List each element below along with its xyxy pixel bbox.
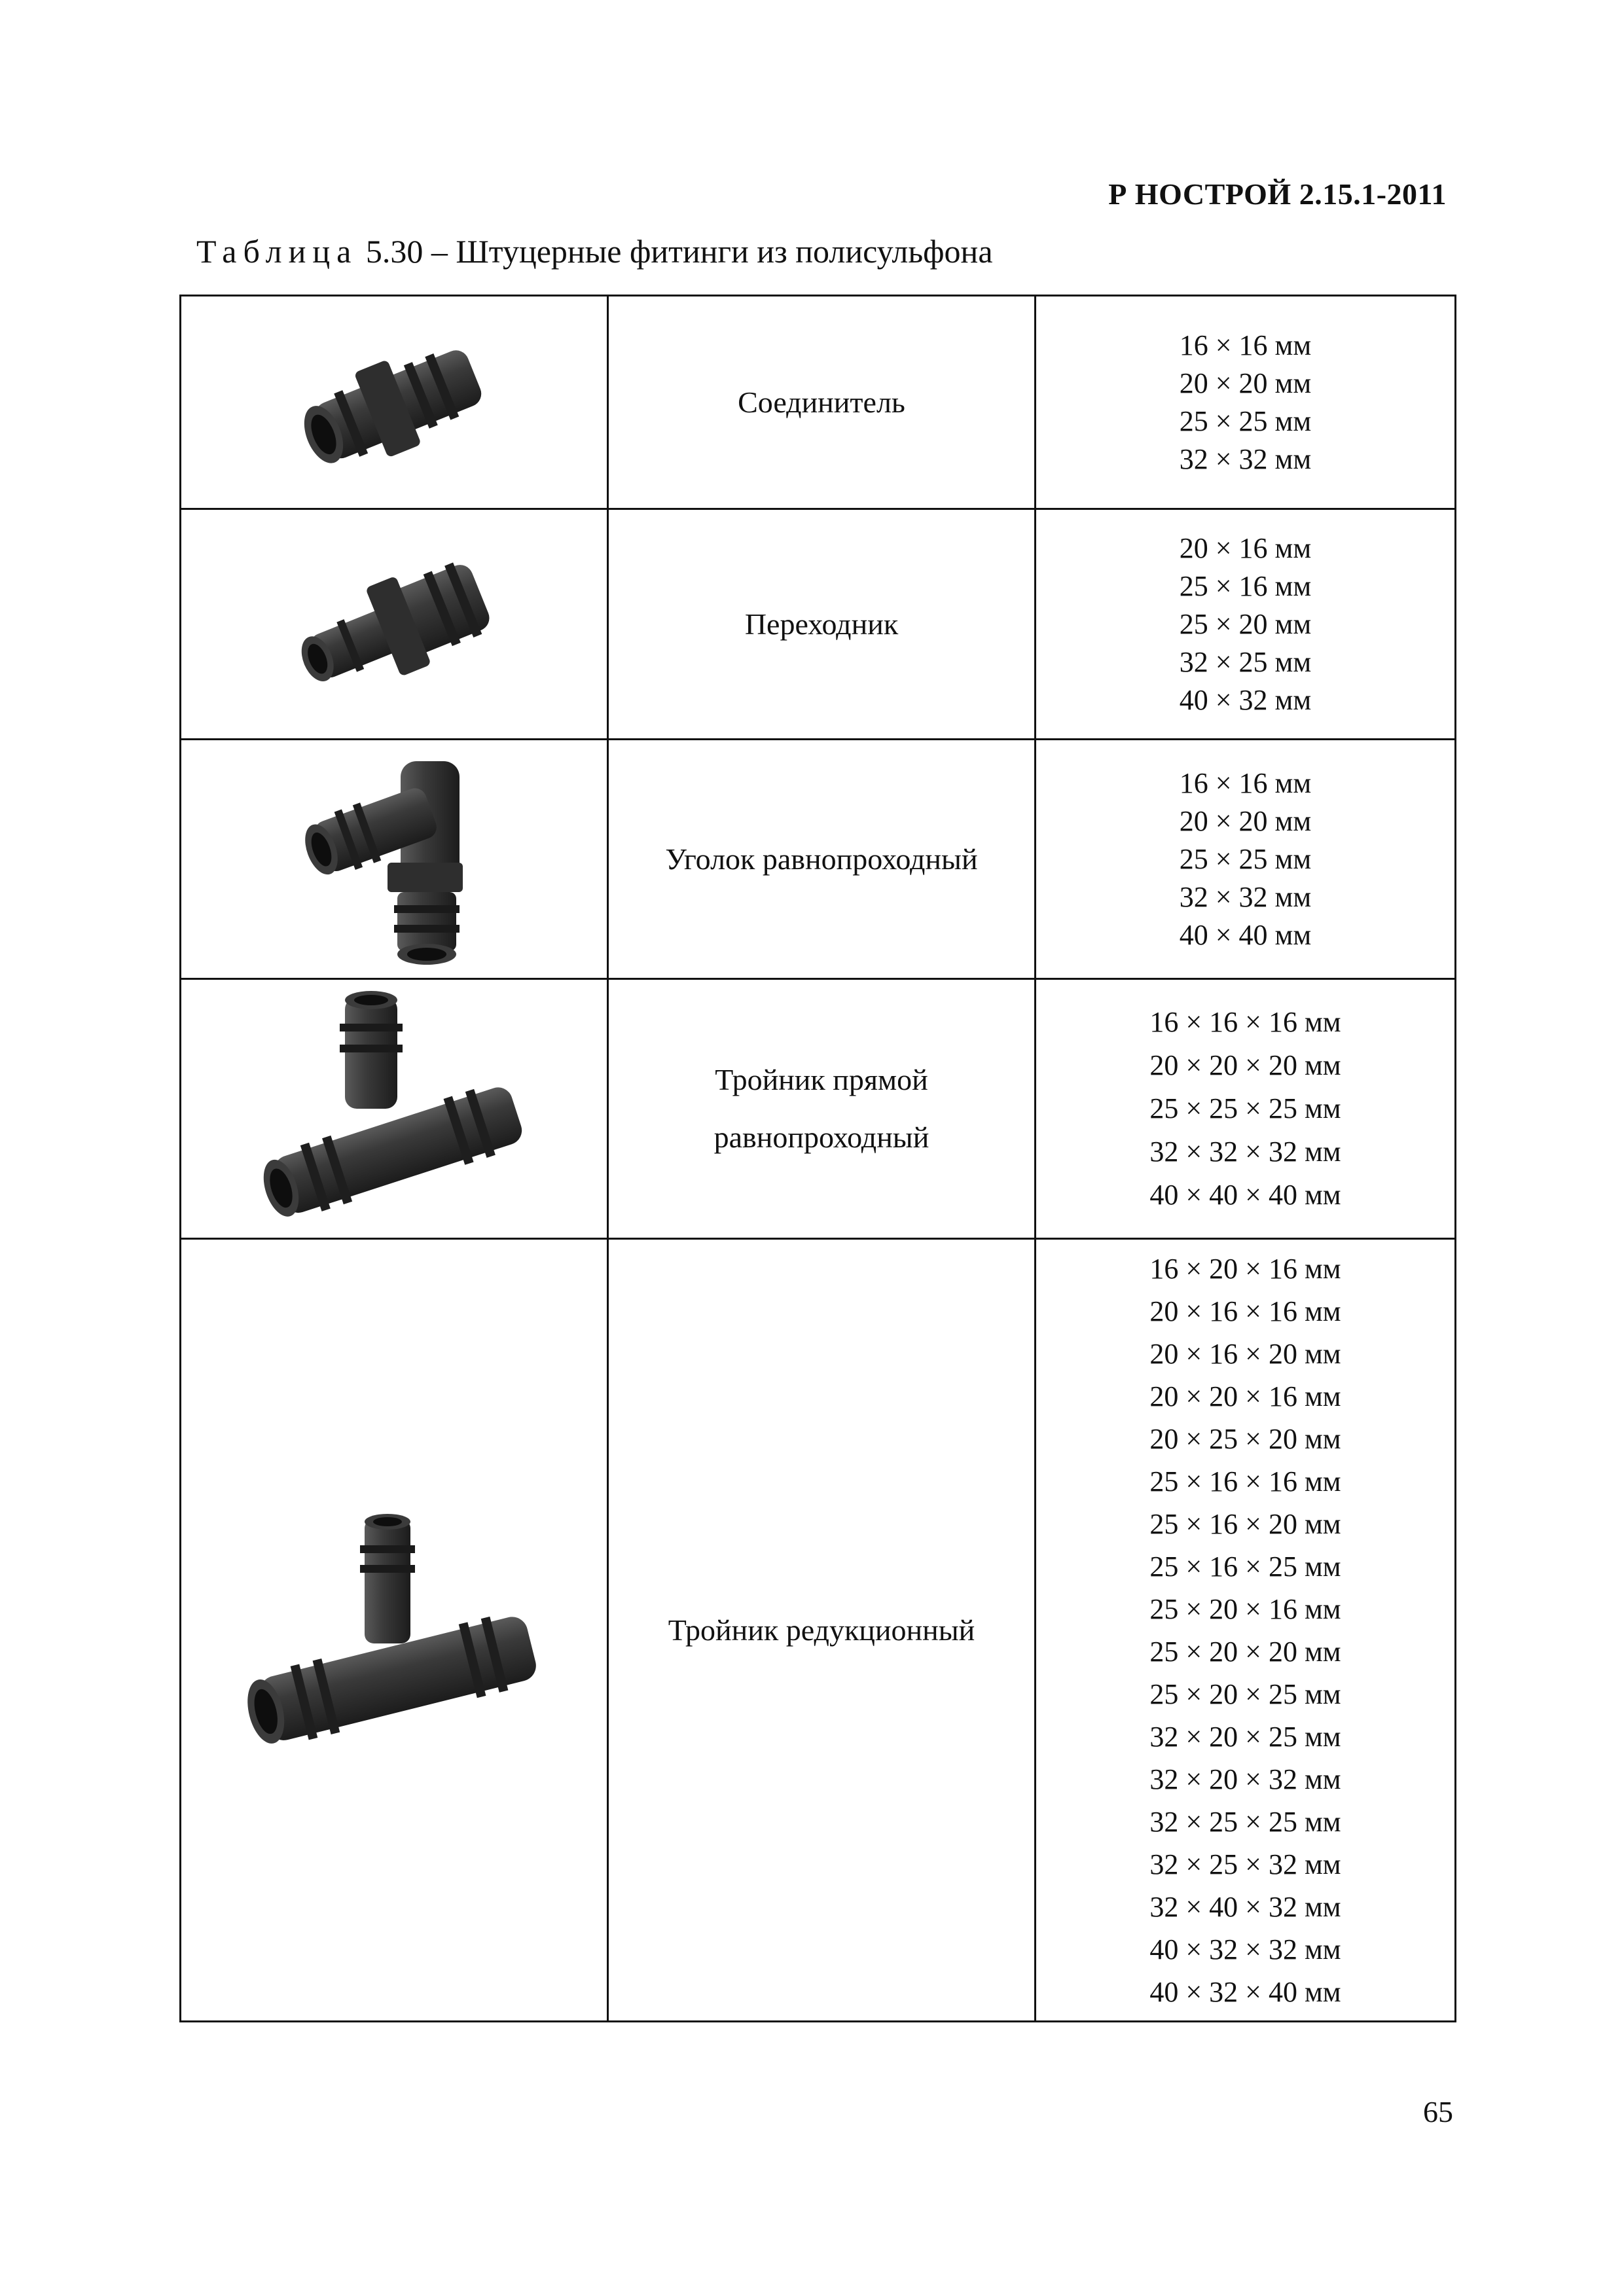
fitting-name: Соединитель — [608, 296, 1036, 509]
elbow-icon — [289, 748, 499, 971]
table-row — [181, 1239, 1456, 2022]
coupling-icon — [276, 314, 512, 491]
fitting-sizes: 16 × 20 × 16 мм 20 × 16 × 16 мм 20 × 16 × 20 мм 20 × 20 × 16 мм 20 × 25 × 20 мм 25 × 16 × 16 мм 25 × 16 × 20 мм 25 × 16 × 25 мм 25 × 20 × 16 мм 25 × 20 × 20 мм 25 × 20 × 25 мм 32 × 20 × 25 мм 32 × 20 × 32 мм 32 × 25 × 25 мм 32 × 25 × 32 мм 32 × 40 × 32 мм 40 × 32 × 32 мм 40 × 32 × 40 мм — [1036, 1239, 1456, 2022]
fitting-image-cell — [181, 740, 608, 979]
table-row — [181, 740, 1456, 979]
fitting-name: Тройник редукционный — [608, 1239, 1036, 2022]
fitting-image-cell — [181, 296, 608, 509]
fitting-name: Тройник прямой равнопроходный — [608, 979, 1036, 1239]
fitting-sizes: 16 × 16 мм 20 × 20 мм 25 × 25 мм 32 × 32 мм — [1036, 296, 1456, 509]
fitting-sizes: 16 × 16 мм 20 × 20 мм 25 × 25 мм 32 × 32 мм 40 × 40 мм — [1036, 740, 1456, 979]
table-row — [181, 979, 1456, 1239]
document-code: Р НОСТРОЙ 2.15.1-2011 — [1108, 177, 1447, 211]
table-row — [181, 509, 1456, 740]
table-row — [181, 296, 1456, 509]
equal-tee-icon — [253, 984, 535, 1233]
fitting-sizes: 16 × 16 × 16 мм 20 × 20 × 20 мм 25 × 25 × 25 мм 32 × 32 × 32 мм 40 × 40 × 40 мм — [1036, 979, 1456, 1239]
page-number: 65 — [1423, 2095, 1453, 2128]
table-caption-label: Таблица — [196, 233, 358, 270]
reducing-tee-icon — [240, 1499, 548, 1761]
fitting-image-cell — [181, 979, 608, 1239]
fittings-table — [179, 295, 1456, 2022]
fitting-sizes: 20 × 16 мм 25 × 16 мм 25 × 20 мм 32 × 25 мм 40 × 32 мм — [1036, 509, 1456, 740]
table-caption — [196, 232, 993, 270]
fitting-name: Переходник — [608, 509, 1036, 740]
fitting-image-cell — [181, 1239, 608, 2022]
reducer-icon — [270, 533, 518, 716]
table-caption-text: 5.30 – Штуцерные фитинги из полисульфона — [365, 233, 993, 270]
fitting-image-cell — [181, 509, 608, 740]
fitting-name: Уголок равнопроходный — [608, 740, 1036, 979]
